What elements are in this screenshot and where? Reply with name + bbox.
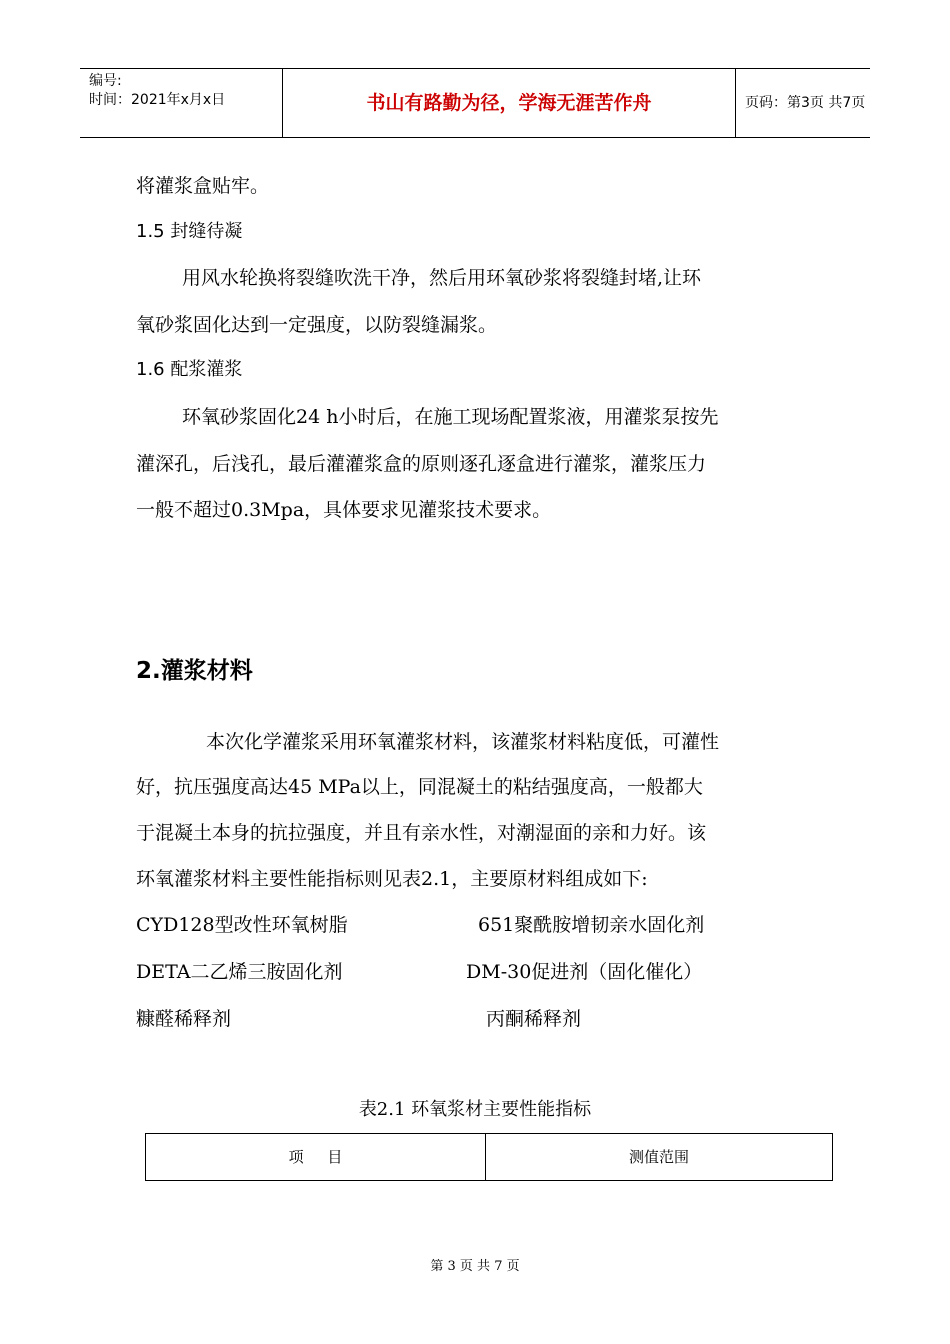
paragraph-line: 好，抗压强度高达45 MPa以上，同混凝土的粘结强度高，一般都大 bbox=[136, 776, 703, 798]
section-heading-1-6: 1.6 配浆灌浆 bbox=[136, 359, 243, 380]
table-header-range: 测值范围 bbox=[628, 1148, 689, 1166]
paragraph-line: 于混凝土本身的抗拉强度，并且有亲水性，对潮湿面的亲和力好。该 bbox=[136, 822, 707, 844]
header-motto: 书山有路勤为径，学海无涯苦作舟 bbox=[283, 69, 736, 137]
paragraph-line: 灌深孔，后浅孔，最后灌灌浆盒的原则逐孔逐盒进行灌浆，灌浆压力 bbox=[136, 453, 707, 475]
header-page-info: 页码：第3页 共7页 bbox=[745, 95, 866, 111]
paragraph-line: 环氧砂浆固化24 h小时后，在施工现场配置浆液，用灌浆泵按先 bbox=[182, 406, 719, 428]
material-item: DETA二乙烯三胺固化剂 bbox=[136, 961, 343, 983]
material-item: DM-30促进剂（固化催化） bbox=[466, 961, 703, 983]
section-heading-2: 2.灌浆材料 bbox=[136, 658, 253, 684]
paragraph-line: 本次化学灌浆采用环氧灌浆材料，该灌浆材料粘度低，可灌性 bbox=[206, 731, 720, 753]
paragraph-line: 环氧灌浆材料主要性能指标则见表2.1，主要原材料组成如下: bbox=[136, 868, 648, 890]
table-header-item: 项 目 bbox=[146, 1134, 486, 1180]
paragraph-line: 氧砂浆固化达到一定强度，以防裂缝漏浆。 bbox=[136, 314, 498, 336]
section-heading-1-5: 1.5 封缝待凝 bbox=[136, 221, 243, 242]
page-header bbox=[80, 68, 870, 138]
paragraph-line: 用风水轮换将裂缝吹洗干净，然后用环氧砂浆将裂缝封堵,让环 bbox=[182, 267, 702, 289]
paragraph-line: 一般不超过0.3Mpa，具体要求见灌浆技术要求。 bbox=[136, 499, 552, 521]
performance-table bbox=[145, 1133, 833, 1181]
material-item: 糠醛稀释剂 bbox=[136, 1008, 232, 1030]
material-item: CYD128型改性环氧树脂 bbox=[136, 914, 348, 936]
material-item: 丙酮稀释剂 bbox=[486, 1008, 582, 1030]
material-item: 651聚酰胺增韧亲水固化剂 bbox=[478, 914, 705, 936]
paragraph-line: 将灌浆盒贴牢。 bbox=[136, 175, 270, 197]
document-time-label: 时间：2021年x月x日 bbox=[89, 92, 226, 108]
document-number-label: 编号: bbox=[89, 73, 122, 89]
page-footer: 第 3 页 共 7 页 bbox=[430, 1259, 520, 1274]
header-meta-cell bbox=[80, 69, 283, 137]
table-caption: 表2.1 环氧浆材主要性能指标 bbox=[358, 1099, 592, 1120]
